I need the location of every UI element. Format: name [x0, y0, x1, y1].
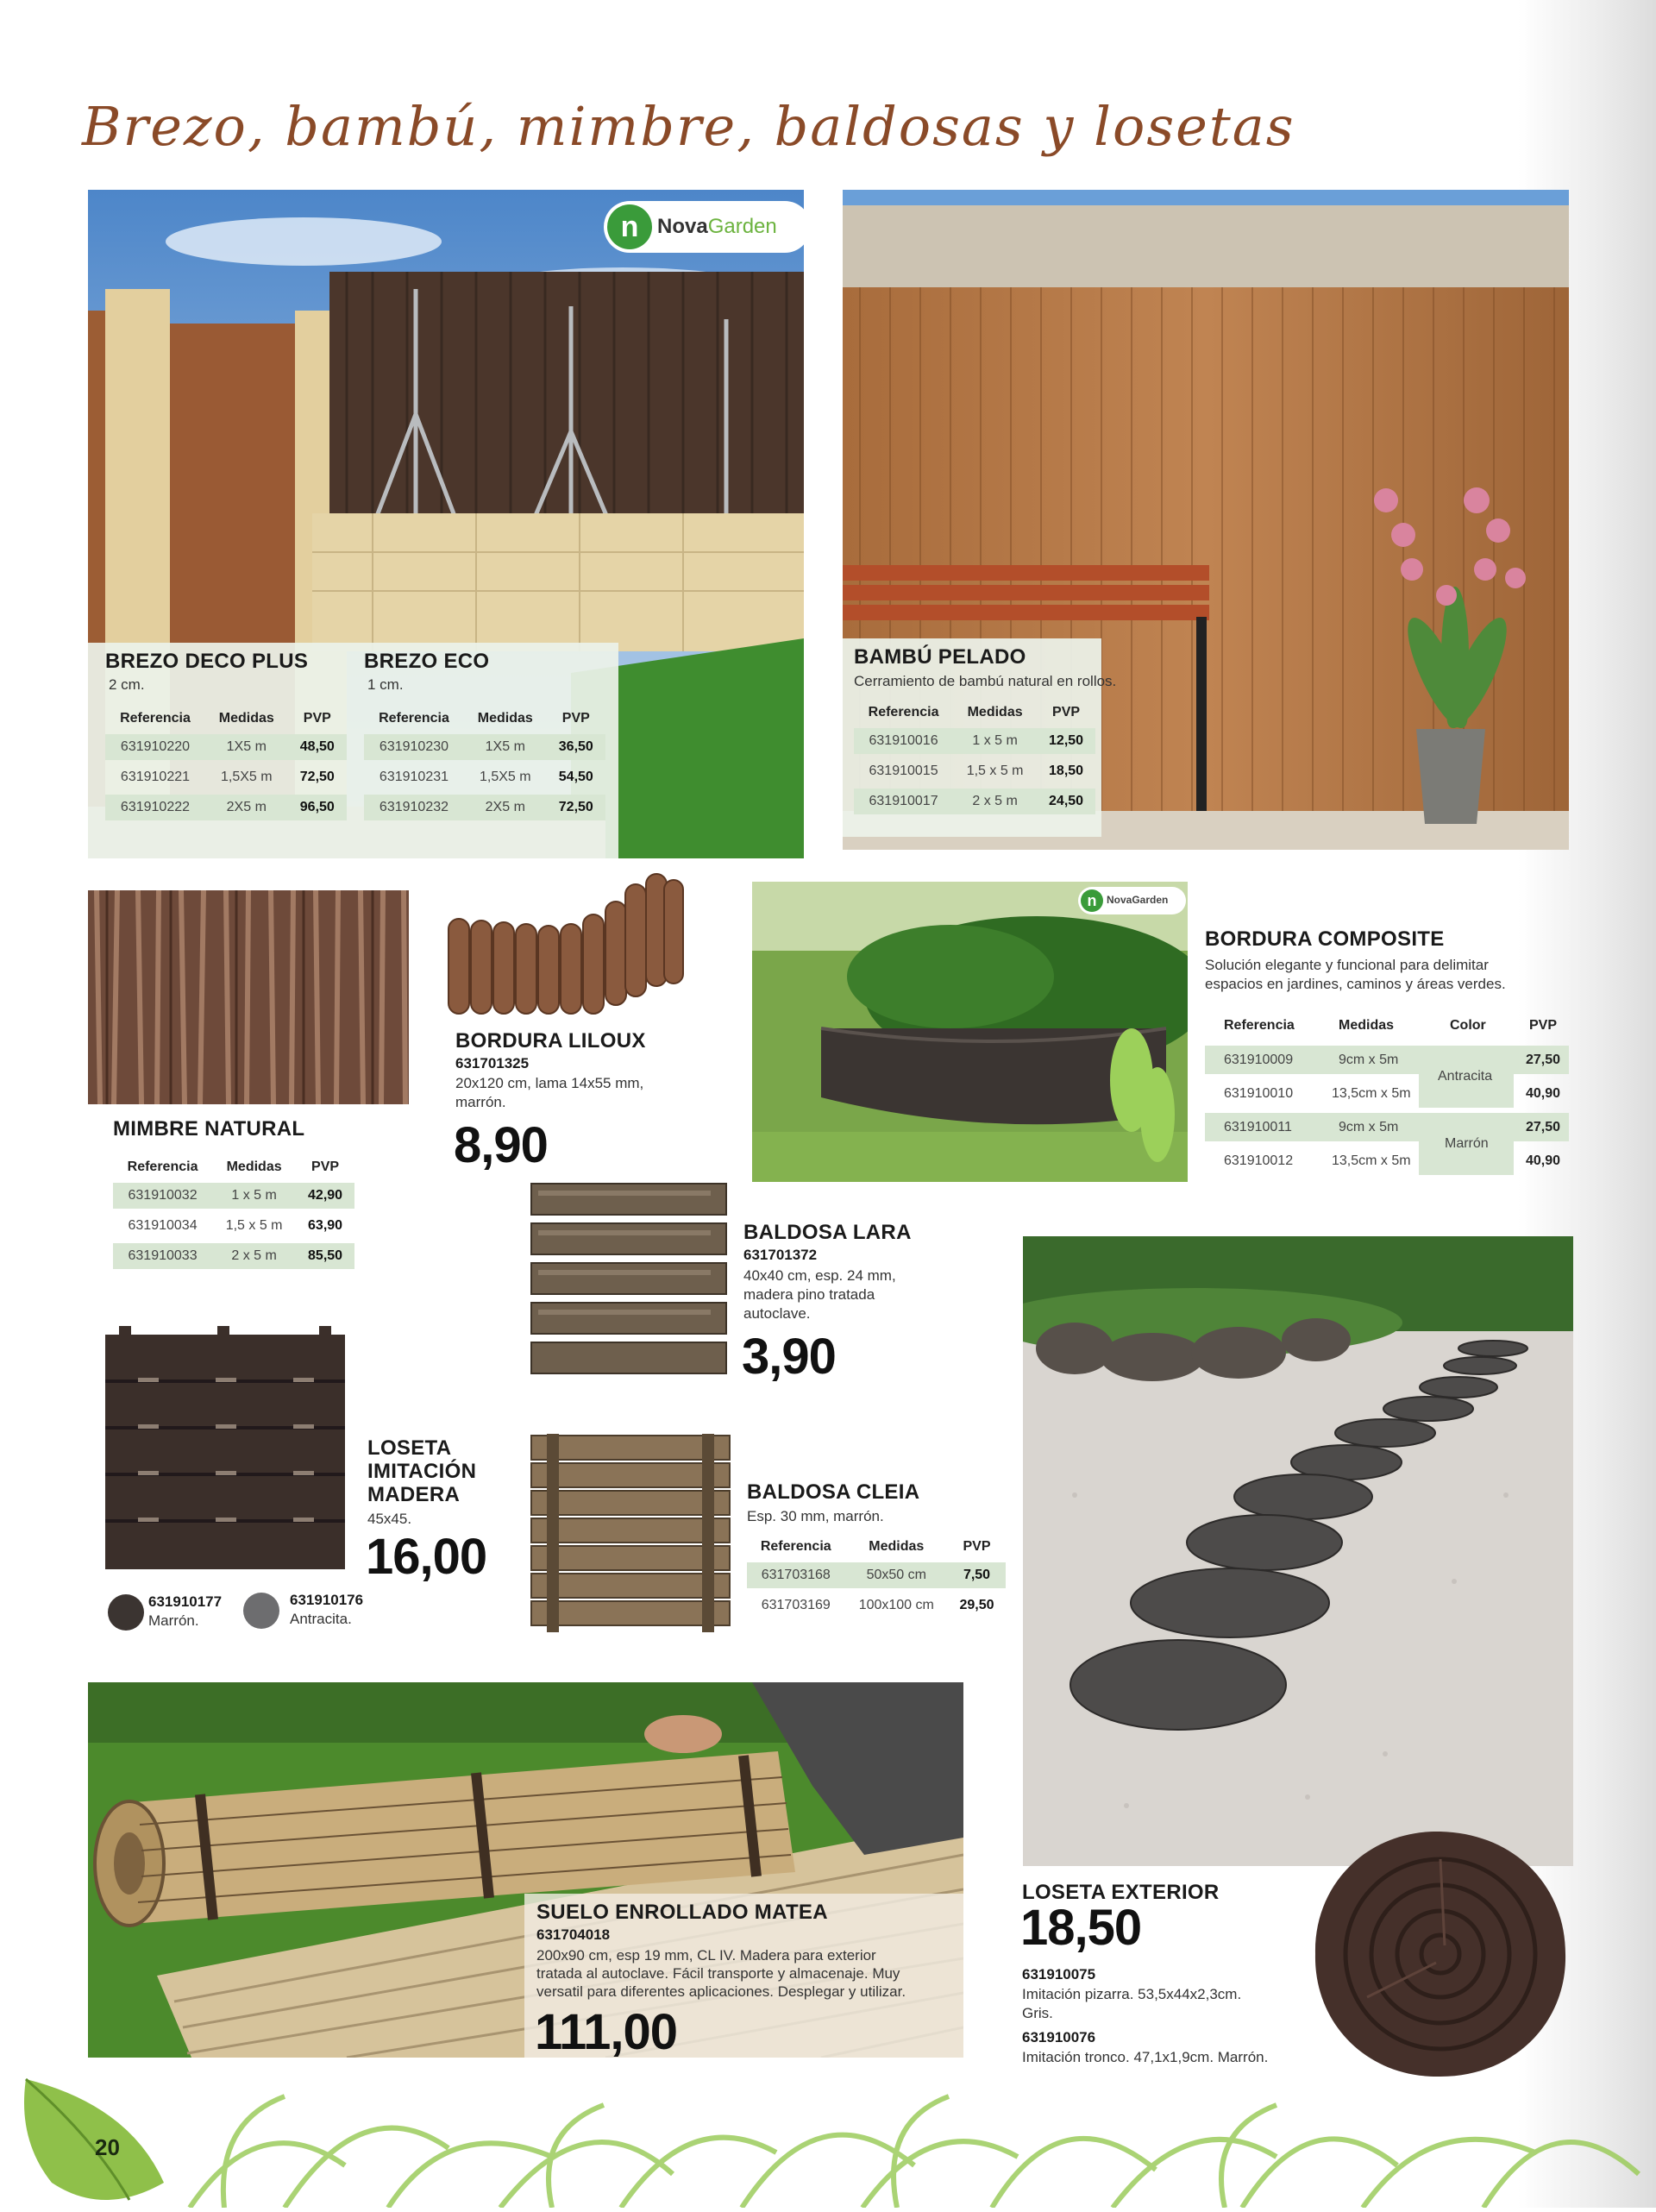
stepping-stone-path-image [1023, 1236, 1573, 1866]
ref-cell: 631910232 [364, 795, 464, 820]
loseta-madera-code2: 631910176 [290, 1592, 364, 1608]
size-cell: 1,5X5 m [220, 770, 273, 784]
brezo-deco-title: BREZO DECO PLUS [105, 650, 309, 673]
cleia-tile-image [530, 1434, 731, 1632]
loseta-madera-color1: Marrón. [148, 1612, 199, 1629]
ref-cell: 631910230 [364, 734, 464, 760]
loseta-exterior-title: LOSETA EXTERIOR [1022, 1881, 1220, 1904]
composite-photo [752, 882, 1188, 1182]
table-row [364, 795, 605, 820]
composite-desc2: espacios en jardines, caminos y áreas verdes. [1205, 976, 1506, 992]
lara-photo [530, 1182, 728, 1377]
ref-cell: 631910015 [869, 764, 938, 778]
lara-code: 631701372 [743, 1247, 818, 1263]
loseta-exterior-price: 18,50 [1020, 1900, 1142, 1956]
th-ref: Referencia [1224, 1018, 1295, 1033]
liloux-photo [444, 867, 686, 1022]
lara-title: BALDOSA LARA [743, 1221, 912, 1244]
matea-desc2: tratada al autoclave. Fácil transporte y almacenaje. Muy [536, 1965, 900, 1982]
price-cell: 48,50 [288, 734, 347, 760]
bambu-title: BAMBÚ PELADO [854, 645, 1026, 669]
mimbre-table [113, 1152, 354, 1273]
price-cell: 85,50 [296, 1243, 354, 1269]
size-cell: 9cm x 5m [1339, 1120, 1399, 1134]
loseta-madera-color2: Antracita. [290, 1611, 352, 1627]
table-row [105, 734, 347, 760]
loseta-exterior-desc1b: Gris. [1022, 2005, 1053, 2021]
price-cell: 72,50 [547, 795, 605, 820]
size-cell: 1 x 5 m [953, 728, 1037, 754]
th-pvp: PVP [1052, 705, 1081, 720]
th-med: Medidas [967, 705, 1023, 720]
size-cell: 100x100 cm [858, 1598, 934, 1612]
matea-code: 631704018 [536, 1926, 611, 1943]
table-row [105, 795, 347, 820]
th-pvp: PVP [561, 711, 590, 726]
th-pvp: PVP [1529, 1018, 1558, 1033]
brezo-eco-table [364, 703, 605, 825]
lara-price: 3,90 [742, 1329, 836, 1385]
price-cell: 72,50 [299, 770, 335, 784]
brand-part2: Garden [707, 215, 777, 238]
ref-cell: 631703168 [747, 1562, 845, 1588]
th-ref: Referencia [379, 711, 449, 726]
lara-desc2: madera pino tratada [743, 1286, 875, 1303]
loseta-madera-code1: 631910177 [148, 1593, 223, 1610]
th-pvp: PVP [311, 1159, 340, 1174]
price-cell: 27,50 [1526, 1053, 1561, 1067]
cleia-photo [530, 1434, 731, 1632]
novagarden-n-icon: n [1081, 889, 1103, 912]
th-ref: Referencia [120, 711, 191, 726]
loseta-madera-title1: LOSETA [367, 1436, 452, 1460]
th-med: Medidas [477, 711, 533, 726]
page-title: Brezo, bambú, mimbre, baldosas y losetas [82, 95, 1295, 158]
lara-desc1: 40x40 cm, esp. 24 mm, [743, 1267, 896, 1284]
brezo-eco-title: BREZO ECO [364, 650, 490, 673]
loseta-exterior-desc1a: Imitación pizarra. 53,5x44x2,3cm. [1022, 1986, 1242, 2002]
price-cell: 63,90 [308, 1218, 343, 1233]
table-row [364, 734, 605, 760]
size-cell: 1X5 m [464, 734, 547, 760]
table-row [854, 758, 1095, 784]
composite-desc1: Solución elegante y funcional para delimitar [1205, 957, 1489, 973]
loseta-exterior-code1: 631910075 [1022, 1966, 1096, 1983]
bambu-table [854, 697, 1095, 819]
brezo-eco-sub: 1 cm. [367, 676, 404, 693]
table-row [105, 764, 347, 790]
ref-cell: 631910012 [1224, 1153, 1294, 1168]
size-cell: 2 x 5 m [212, 1243, 296, 1269]
liloux-title: BORDURA LILOUX [455, 1029, 646, 1053]
swatch-marron [108, 1594, 144, 1631]
price-cell: 7,50 [948, 1562, 1006, 1588]
ref-cell: 631910033 [113, 1243, 212, 1269]
th-color: Color [1450, 1018, 1486, 1033]
matea-price: 111,00 [535, 2004, 677, 2060]
price-cell: 36,50 [547, 734, 605, 760]
ref-cell: 631910231 [379, 770, 449, 784]
ref-cell: 631910009 [1224, 1053, 1294, 1067]
price-cell: 40,90 [1526, 1153, 1561, 1168]
color-label-marron: Marrón [1445, 1136, 1489, 1151]
price-cell: 18,50 [1049, 764, 1084, 778]
grass-leaves-svg [0, 2071, 1656, 2208]
table-row [854, 728, 1095, 754]
th-pvp: PVP [303, 711, 331, 726]
page-number: 20 [95, 2134, 120, 2160]
th-med: Medidas [1339, 1018, 1395, 1033]
th-med: Medidas [226, 1159, 282, 1174]
price-cell: 24,50 [1037, 789, 1095, 814]
composite-logo-badge [1078, 887, 1186, 914]
th-ref: Referencia [127, 1159, 198, 1174]
size-cell: 2X5 m [464, 795, 547, 820]
matea-desc3: versatil para diferentes aplicaciones. Desplegar y utilizar. [536, 1983, 906, 2000]
novagarden-n-icon: n [607, 204, 652, 249]
mimbre-image [88, 890, 409, 1104]
brand-name: NovaGarden [1107, 894, 1169, 906]
size-cell: 1,5X5 m [479, 770, 531, 784]
table-row [747, 1562, 1006, 1588]
loseta-madera-size: 45x45. [367, 1511, 412, 1527]
brezo-deco-table [105, 703, 347, 825]
ref-cell: 631910222 [105, 795, 205, 820]
th-ref: Referencia [760, 1539, 831, 1554]
table-row [364, 764, 605, 790]
tronco-loseta-svg [1307, 1825, 1574, 2083]
composite-title: BORDURA COMPOSITE [1205, 927, 1445, 951]
loseta-exterior-photo [1023, 1236, 1573, 1866]
ref-cell: 631703169 [761, 1598, 831, 1612]
size-cell: 1X5 m [205, 734, 288, 760]
loseta-madera-image [104, 1324, 354, 1574]
price-cell: 40,90 [1526, 1086, 1561, 1101]
size-cell: 2 x 5 m [953, 789, 1037, 814]
th-med: Medidas [869, 1539, 925, 1554]
size-cell: 1,5 x 5 m [225, 1218, 283, 1233]
size-cell: 13,5cm x 5m [1332, 1153, 1411, 1168]
price-cell: 96,50 [288, 795, 347, 820]
mimbre-title: MIMBRE NATURAL [113, 1117, 305, 1141]
cleia-sub: Esp. 30 mm, marrón. [747, 1508, 884, 1524]
th-ref: Referencia [868, 705, 939, 720]
matea-title: SUELO ENROLLADO MATEA [536, 1901, 828, 1924]
ref-cell: 631910034 [128, 1218, 198, 1233]
novagarden-logo [604, 201, 811, 253]
cleia-table [747, 1531, 1006, 1623]
price-cell: 42,90 [296, 1183, 354, 1209]
loseta-madera-photo [104, 1324, 354, 1574]
loseta-exterior-desc2: Imitación tronco. 47,1x1,9cm. Marrón. [1022, 2049, 1269, 2065]
table-row [747, 1593, 1006, 1618]
ref-cell: 631910016 [854, 728, 953, 754]
novagarden-wordmark [657, 215, 777, 239]
ref-cell: 631910011 [1224, 1120, 1292, 1134]
brezo-deco-sub: 2 cm. [109, 676, 145, 693]
ref-cell: 631910017 [854, 789, 953, 814]
table-row [854, 789, 1095, 814]
table-row [113, 1183, 354, 1209]
grass-decoration [0, 2071, 1656, 2208]
tronco-loseta-image [1307, 1825, 1574, 2083]
ref-cell: 631910221 [120, 770, 191, 784]
matea-desc1: 200x90 cm, esp 19 mm, CL IV. Madera para exterior [536, 1947, 876, 1964]
ref-cell: 631910032 [113, 1183, 212, 1209]
size-cell: 2X5 m [205, 795, 288, 820]
table-row [113, 1213, 354, 1239]
liloux-code: 631701325 [455, 1055, 530, 1071]
cleia-title: BALDOSA CLEIA [747, 1480, 920, 1504]
loseta-madera-title3: MADERA [367, 1483, 461, 1506]
size-cell: 50x50 cm [845, 1562, 949, 1588]
lara-desc3: autoclave. [743, 1305, 811, 1322]
price-cell: 54,50 [558, 770, 593, 784]
color-label-antracita: Antracita [1438, 1069, 1493, 1084]
th-pvp: PVP [963, 1539, 991, 1554]
lara-tile-image [530, 1182, 728, 1377]
loseta-madera-price: 16,00 [366, 1529, 487, 1585]
liloux-image [444, 867, 686, 1022]
size-cell: 13,5cm x 5m [1332, 1086, 1411, 1101]
bambu-sub: Cerramiento de bambú natural en rollos. [854, 673, 1117, 689]
liloux-desc1: 20x120 cm, lama 14x55 mm, [455, 1075, 644, 1091]
table-row [113, 1243, 354, 1269]
composite-table [1205, 1011, 1569, 1184]
size-cell: 1 x 5 m [212, 1183, 296, 1209]
price-cell: 27,50 [1526, 1120, 1561, 1134]
swatch-antracita [243, 1593, 279, 1629]
mimbre-photo [88, 890, 409, 1104]
brand-part1: Nova [657, 215, 708, 238]
loseta-exterior-code2: 631910076 [1022, 2029, 1096, 2045]
ref-cell: 631910010 [1224, 1086, 1294, 1101]
price-cell: 12,50 [1037, 728, 1095, 754]
size-cell: 9cm x 5m [1339, 1053, 1399, 1067]
liloux-desc2: marrón. [455, 1094, 506, 1110]
liloux-price: 8,90 [454, 1117, 548, 1173]
th-med: Medidas [218, 711, 274, 726]
composite-image [752, 882, 1188, 1182]
loseta-madera-title2: IMITACIÓN [367, 1460, 477, 1483]
size-cell: 1,5 x 5 m [966, 764, 1024, 778]
ref-cell: 631910220 [105, 734, 205, 760]
price-cell: 29,50 [959, 1598, 994, 1612]
